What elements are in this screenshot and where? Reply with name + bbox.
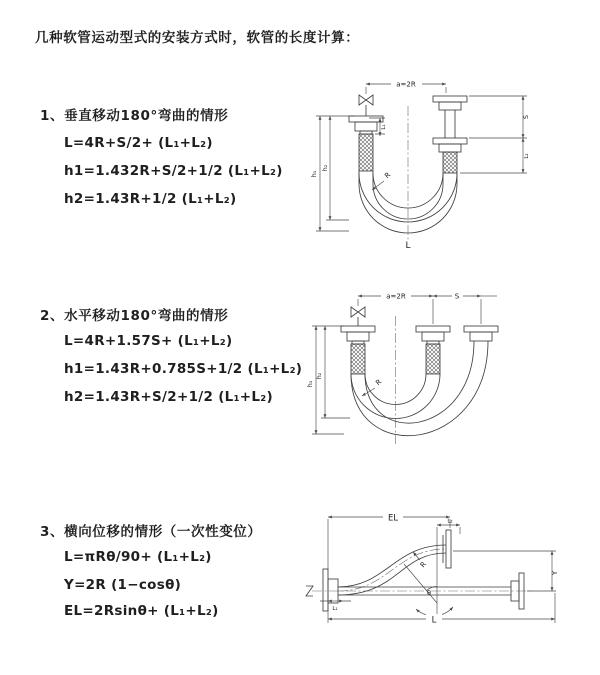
- section2-heading: 2、水平移动180°弯曲的情形: [40, 308, 229, 324]
- section2-formula-l: L=4R+1.57S+ (L₁+L₂): [64, 333, 233, 349]
- section1-formula-h2: h2=1.43R+1/2 (L₁+L₂): [64, 191, 237, 207]
- dim-label-s: S: [454, 292, 460, 301]
- section2-formula-h2: h2=1.43R+S/2+1/2 (L₁+L₂): [64, 389, 273, 405]
- braided-hose-section: [359, 134, 373, 171]
- valve-icon: [351, 307, 365, 317]
- dim-label-l1: L₁: [381, 124, 387, 130]
- section3-formula-y: Y=2R (1−cosθ): [64, 577, 182, 593]
- section1-formula-l: L=4R+S/2+ (L₁+L₂): [64, 135, 213, 151]
- braided-hose-section: [443, 152, 457, 173]
- section3-formula-l: L=πRθ/90+ (L₁+L₂): [64, 549, 212, 565]
- dim-label-l2: L₂: [524, 153, 530, 159]
- dim-label-r: R: [374, 377, 384, 388]
- centerline-break-mark: [306, 586, 313, 596]
- diagram-lateral-displacement: [300, 503, 595, 655]
- dim-label-l: L: [431, 615, 437, 626]
- page-title: 几种软管运动型式的安装方式时，软管的长度计算：: [35, 30, 360, 46]
- section3-formula-el: EL=2Rsinθ+ (L₁+L₂): [64, 603, 219, 619]
- dim-label-l-total: L: [405, 241, 411, 251]
- dim-label-r: R: [418, 560, 429, 570]
- dim-label-a2r: a=2R: [386, 292, 406, 301]
- dim-label-a2r: a=2R: [396, 80, 416, 89]
- diagram-vertical-180-bend: [303, 70, 548, 265]
- dim-label-y: Y: [551, 570, 559, 576]
- section2-formula-h1: h1=1.43R+0.785S+1/2 (L₁+L₂): [64, 361, 303, 377]
- section3-heading: 3、横向位移的情形（一次性变位）: [40, 524, 262, 540]
- section1-formula-h1: h1=1.432R+S/2+1/2 (L₁+L₂): [64, 163, 283, 179]
- dim-label-h1: h₁: [310, 170, 318, 178]
- braided-hose-section: [351, 344, 365, 374]
- diagram-horizontal-180-bend: [300, 282, 560, 454]
- braided-hose-section: [426, 344, 440, 374]
- dim-label-theta: θ: [427, 589, 431, 597]
- dim-label-r: R: [383, 170, 393, 181]
- dim-label-h1: h₁: [306, 380, 314, 388]
- section1-heading: 1、垂直移动180°弯曲的情形: [40, 108, 229, 124]
- dim-label-el: EL: [387, 513, 399, 524]
- dim-label-s: S: [522, 114, 530, 120]
- dim-label-l2: L₂: [447, 518, 453, 525]
- dim-label-h2: h₂: [321, 164, 329, 172]
- dim-label-h2: h₂: [315, 372, 323, 380]
- valve-icon: [359, 95, 373, 105]
- dim-label-l1: L₁: [332, 606, 338, 612]
